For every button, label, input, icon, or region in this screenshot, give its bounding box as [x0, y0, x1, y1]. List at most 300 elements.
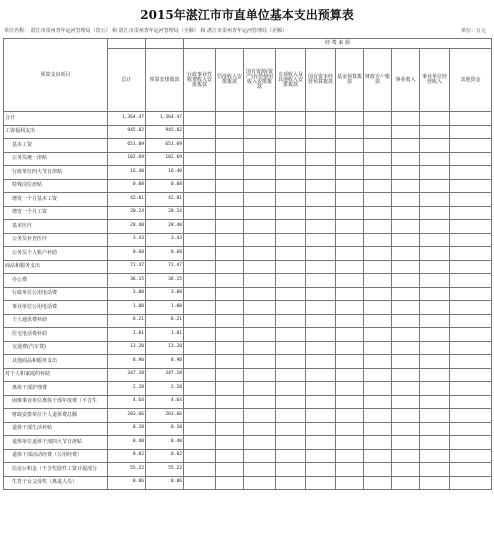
empty-cell	[336, 422, 364, 436]
empty-cell	[392, 260, 420, 274]
empty-cell	[450, 247, 492, 261]
total-cell: 0.02	[108, 449, 146, 463]
table-row	[4, 314, 492, 328]
empty-cell	[276, 382, 306, 396]
row-label: 公务员个人账户补助	[4, 247, 108, 261]
empty-cell	[336, 314, 364, 328]
empty-cell	[306, 193, 336, 207]
empty-cell	[306, 139, 336, 153]
empty-cell	[306, 206, 336, 220]
row-label: 特殊岗位津贴	[4, 179, 108, 193]
header-funding-source-group: 经 费 来 源	[184, 39, 492, 49]
empty-cell	[244, 463, 276, 477]
empty-cell	[364, 152, 392, 166]
total-cell: 71.47	[108, 260, 146, 274]
table-row	[4, 409, 492, 423]
empty-cell	[392, 274, 420, 288]
empty-cell	[184, 314, 216, 328]
empty-cell	[392, 328, 420, 342]
empty-cell	[336, 247, 364, 261]
empty-cell	[306, 409, 336, 423]
empty-cell	[364, 301, 392, 315]
empty-cell	[364, 139, 392, 153]
table-row	[4, 382, 492, 396]
empty-cell	[276, 436, 306, 450]
empty-cell	[364, 395, 392, 409]
empty-cell	[306, 179, 336, 193]
empty-cell	[184, 125, 216, 139]
empty-cell	[420, 314, 450, 328]
row-label: 财政安排单位个人退休费总额	[4, 409, 108, 423]
empty-cell	[336, 476, 364, 490]
empty-cell	[336, 436, 364, 450]
empty-cell	[276, 341, 306, 355]
empty-cell	[306, 166, 336, 180]
budget-allocation-cell: 203.66	[146, 409, 184, 423]
empty-cell	[216, 260, 244, 274]
header-column: 罚没收入安排拨款	[216, 49, 244, 112]
empty-cell	[276, 139, 306, 153]
header-column: 事业收入	[392, 49, 420, 112]
empty-cell	[364, 193, 392, 207]
empty-cell	[420, 476, 450, 490]
empty-cell	[244, 179, 276, 193]
empty-cell	[392, 139, 420, 153]
empty-cell	[216, 476, 244, 490]
total-cell: 2.28	[108, 382, 146, 396]
empty-cell	[184, 206, 216, 220]
empty-cell	[244, 449, 276, 463]
empty-cell	[244, 355, 276, 369]
empty-cell	[184, 152, 216, 166]
empty-cell	[216, 436, 244, 450]
empty-cell	[306, 260, 336, 274]
empty-cell	[276, 260, 306, 274]
total-cell: 0.10	[108, 422, 146, 436]
empty-cell	[420, 395, 450, 409]
empty-cell	[276, 247, 306, 261]
empty-cell	[216, 355, 244, 369]
empty-cell	[420, 193, 450, 207]
empty-cell	[276, 422, 306, 436]
empty-cell	[216, 233, 244, 247]
row-label: 工资福利支出	[4, 125, 108, 139]
empty-cell	[450, 328, 492, 342]
total-cell: 16.40	[108, 166, 146, 180]
empty-cell	[306, 274, 336, 288]
empty-cell	[336, 368, 364, 382]
total-cell: 0.08	[108, 179, 146, 193]
empty-cell	[244, 409, 276, 423]
empty-cell	[336, 166, 364, 180]
total-cell: 42.81	[108, 193, 146, 207]
empty-cell	[244, 341, 276, 355]
empty-cell	[306, 422, 336, 436]
empty-cell	[216, 166, 244, 180]
empty-cell	[420, 179, 450, 193]
budget-allocation-cell: 55.22	[146, 463, 184, 477]
empty-cell	[306, 476, 336, 490]
empty-cell	[244, 166, 276, 180]
empty-cell	[216, 422, 244, 436]
header-spacer	[108, 39, 146, 49]
table-row	[4, 341, 492, 355]
empty-cell	[276, 328, 306, 342]
empty-cell	[184, 193, 216, 207]
header-column: 预算安排拨款	[146, 49, 184, 112]
empty-cell	[336, 355, 364, 369]
empty-cell	[276, 112, 306, 126]
empty-cell	[364, 409, 392, 423]
empty-cell	[184, 301, 216, 315]
empty-cell	[184, 139, 216, 153]
empty-cell	[216, 449, 244, 463]
total-cell: 182.69	[108, 152, 146, 166]
total-cell: 3.43	[108, 233, 146, 247]
empty-cell	[420, 152, 450, 166]
empty-cell	[306, 233, 336, 247]
total-cell: 3.00	[108, 287, 146, 301]
budget-table	[3, 38, 492, 490]
empty-cell	[420, 449, 450, 463]
empty-cell	[364, 463, 392, 477]
empty-cell	[244, 287, 276, 301]
table-row	[4, 476, 492, 490]
empty-cell	[336, 193, 364, 207]
empty-cell	[364, 260, 392, 274]
budget-allocation-cell: 16.40	[146, 166, 184, 180]
empty-cell	[216, 247, 244, 261]
empty-cell	[276, 152, 306, 166]
empty-cell	[276, 463, 306, 477]
empty-cell	[450, 395, 492, 409]
budget-allocation-cell: 3.43	[146, 233, 184, 247]
empty-cell	[336, 341, 364, 355]
empty-cell	[306, 301, 336, 315]
empty-cell	[364, 314, 392, 328]
table-row	[4, 355, 492, 369]
empty-cell	[216, 328, 244, 342]
empty-cell	[276, 314, 306, 328]
empty-cell	[244, 368, 276, 382]
empty-cell	[392, 179, 420, 193]
empty-cell	[450, 166, 492, 180]
empty-cell	[184, 395, 216, 409]
empty-cell	[450, 287, 492, 301]
table-row	[4, 274, 492, 288]
row-label: 行政单位公用电话费	[4, 287, 108, 301]
empty-cell	[420, 260, 450, 274]
empty-cell	[336, 449, 364, 463]
empty-cell	[306, 463, 336, 477]
budget-allocation-cell: 28.40	[146, 220, 184, 234]
empty-cell	[216, 301, 244, 315]
empty-cell	[364, 125, 392, 139]
table-row	[4, 260, 492, 274]
empty-cell	[450, 476, 492, 490]
total-cell: 0.86	[108, 476, 146, 490]
row-label: 公务员补充医疗	[4, 233, 108, 247]
empty-cell	[276, 287, 306, 301]
empty-cell	[216, 139, 244, 153]
table-body	[4, 112, 492, 490]
empty-cell	[336, 287, 364, 301]
empty-cell	[420, 355, 450, 369]
budget-allocation-cell: 13.20	[146, 341, 184, 355]
empty-cell	[244, 274, 276, 288]
row-label: 合计	[4, 112, 108, 126]
empty-cell	[450, 206, 492, 220]
total-cell: 651.09	[108, 139, 146, 153]
empty-cell	[420, 139, 450, 153]
empty-cell	[420, 368, 450, 382]
empty-cell	[336, 409, 364, 423]
empty-cell	[336, 112, 364, 126]
empty-cell	[184, 287, 216, 301]
budget-allocation-cell: 20.24	[146, 206, 184, 220]
total-cell: 36.15	[108, 274, 146, 288]
row-label: 住宅电话费补助	[4, 328, 108, 342]
header-column: 事业单位经营收入	[420, 49, 450, 112]
empty-cell	[306, 395, 336, 409]
empty-cell	[216, 112, 244, 126]
header-column: 行政事业性收费收入安排拨款	[184, 49, 216, 112]
budget-allocation-cell: 945.82	[146, 125, 184, 139]
empty-cell	[450, 301, 492, 315]
header-column: 专项收入及其他收入安排拨款	[276, 49, 306, 112]
table-row	[4, 206, 492, 220]
row-label: 行政单位四大节日津贴	[4, 166, 108, 180]
empty-cell	[216, 193, 244, 207]
empty-cell	[364, 368, 392, 382]
empty-cell	[216, 152, 244, 166]
table-row	[4, 463, 492, 477]
empty-cell	[450, 112, 492, 126]
empty-cell	[450, 193, 492, 207]
empty-cell	[216, 274, 244, 288]
empty-cell	[364, 341, 392, 355]
empty-cell	[364, 422, 392, 436]
empty-cell	[184, 179, 216, 193]
empty-cell	[216, 463, 244, 477]
empty-cell	[276, 449, 306, 463]
empty-cell	[306, 341, 336, 355]
budget-allocation-cell: 0.40	[146, 436, 184, 450]
empty-cell	[244, 436, 276, 450]
empty-cell	[364, 449, 392, 463]
header-column: 国有资源(资产)有偿使用收入安排拨款	[244, 49, 276, 112]
empty-cell	[276, 368, 306, 382]
empty-cell	[450, 409, 492, 423]
empty-cell	[450, 139, 492, 153]
empty-cell	[306, 152, 336, 166]
empty-cell	[216, 341, 244, 355]
empty-cell	[336, 125, 364, 139]
empty-cell	[184, 382, 216, 396]
empty-cell	[364, 233, 392, 247]
unit-name-text: 单位名称： 湛江市雷州青年运河管理局（饮公） 和 湛江市雷州青年运河管理局（全额） 和 湛江市雷州青年运河管理局（差额）	[4, 28, 287, 34]
empty-cell	[336, 179, 364, 193]
row-label: 个人通讯费补助	[4, 314, 108, 328]
empty-cell	[306, 112, 336, 126]
empty-cell	[336, 152, 364, 166]
row-label: 办公费	[4, 274, 108, 288]
empty-cell	[184, 355, 216, 369]
total-cell: 28.40	[108, 220, 146, 234]
empty-cell	[216, 382, 244, 396]
header-column: 基金预算拨款	[336, 49, 364, 112]
empty-cell	[420, 328, 450, 342]
empty-cell	[420, 341, 450, 355]
empty-cell	[336, 328, 364, 342]
empty-cell	[216, 179, 244, 193]
total-cell: 203.66	[108, 409, 146, 423]
empty-cell	[276, 166, 306, 180]
row-label: 增发一个月工资	[4, 206, 108, 220]
empty-cell	[450, 125, 492, 139]
empty-cell	[392, 436, 420, 450]
budget-allocation-cell: 1.00	[146, 301, 184, 315]
empty-cell	[306, 220, 336, 234]
row-label: 交通费(汽车费)	[4, 341, 108, 355]
empty-cell	[244, 382, 276, 396]
empty-cell	[450, 422, 492, 436]
empty-cell	[392, 125, 420, 139]
empty-cell	[364, 436, 392, 450]
empty-cell	[276, 476, 306, 490]
empty-cell	[392, 247, 420, 261]
empty-cell	[364, 206, 392, 220]
empty-cell	[392, 476, 420, 490]
empty-cell	[184, 436, 216, 450]
empty-cell	[244, 314, 276, 328]
empty-cell	[420, 422, 450, 436]
row-label: 其他商品和服务支出	[4, 355, 108, 369]
empty-cell	[450, 233, 492, 247]
table-row	[4, 220, 492, 234]
empty-cell	[184, 463, 216, 477]
empty-cell	[276, 395, 306, 409]
header-item-column: 预算支出项目	[4, 39, 108, 112]
total-cell: 55.22	[108, 463, 146, 477]
budget-allocation-cell: 182.69	[146, 152, 184, 166]
table-row	[4, 449, 492, 463]
row-label: 退休单位退休干部四大节日津贴	[4, 436, 108, 450]
row-label: 公务员统一津贴	[4, 152, 108, 166]
empty-cell	[184, 368, 216, 382]
row-label: 退休干部生活补贴	[4, 422, 108, 436]
empty-cell	[184, 260, 216, 274]
empty-cell	[336, 395, 364, 409]
empty-cell	[364, 382, 392, 396]
empty-cell	[392, 152, 420, 166]
budget-allocation-cell: 71.47	[146, 260, 184, 274]
table-row	[4, 422, 492, 436]
empty-cell	[244, 152, 276, 166]
table-row	[4, 179, 492, 193]
empty-cell	[420, 125, 450, 139]
empty-cell	[450, 274, 492, 288]
empty-cell	[336, 139, 364, 153]
empty-cell	[184, 220, 216, 234]
table-row	[4, 152, 492, 166]
row-label: 退休干部活动经费（公用经费）	[4, 449, 108, 463]
budget-allocation-cell: 0.02	[146, 449, 184, 463]
currency-unit-text: 单位：万元	[460, 28, 486, 34]
empty-cell	[244, 328, 276, 342]
table-header	[4, 39, 492, 112]
row-label: 对个人和家庭的补助	[4, 368, 108, 382]
empty-cell	[392, 395, 420, 409]
empty-cell	[420, 301, 450, 315]
row-label: 生育子女父母奖（离退人员）	[4, 476, 108, 490]
header-column: 财政专户拨款	[364, 49, 392, 112]
empty-cell	[306, 436, 336, 450]
empty-cell	[392, 233, 420, 247]
empty-cell	[216, 206, 244, 220]
empty-cell	[392, 341, 420, 355]
budget-allocation-cell: 347.18	[146, 368, 184, 382]
total-cell: 20.24	[108, 206, 146, 220]
total-cell: 945.82	[108, 125, 146, 139]
empty-cell	[244, 112, 276, 126]
budget-allocation-cell: 1.01	[146, 328, 184, 342]
empty-cell	[216, 287, 244, 301]
table-row	[4, 328, 492, 342]
empty-cell	[450, 449, 492, 463]
total-cell: 4.64	[108, 395, 146, 409]
row-label: 困难事业单位离休干部年度费（不含生	[4, 395, 108, 409]
empty-cell	[276, 206, 306, 220]
page-title: 2015年湛江市市直单位基本支出预算表	[140, 8, 354, 22]
empty-cell	[336, 233, 364, 247]
empty-cell	[364, 112, 392, 126]
row-label: 基本工资	[4, 139, 108, 153]
budget-allocation-cell: 3.00	[146, 287, 184, 301]
table-row	[4, 287, 492, 301]
empty-cell	[420, 274, 450, 288]
empty-cell	[184, 409, 216, 423]
empty-cell	[184, 341, 216, 355]
empty-cell	[392, 422, 420, 436]
empty-cell	[450, 314, 492, 328]
empty-cell	[364, 179, 392, 193]
empty-cell	[276, 274, 306, 288]
empty-cell	[306, 314, 336, 328]
empty-cell	[184, 476, 216, 490]
empty-cell	[244, 139, 276, 153]
empty-cell	[420, 463, 450, 477]
empty-cell	[276, 179, 306, 193]
empty-cell	[244, 193, 276, 207]
empty-cell	[306, 247, 336, 261]
empty-cell	[336, 206, 364, 220]
empty-cell	[244, 233, 276, 247]
empty-cell	[276, 409, 306, 423]
row-label: 离休干部护理费	[4, 382, 108, 396]
budget-allocation-cell: 8.21	[146, 314, 184, 328]
empty-cell	[216, 409, 244, 423]
empty-cell	[216, 220, 244, 234]
empty-cell	[392, 220, 420, 234]
empty-cell	[276, 355, 306, 369]
empty-cell	[244, 206, 276, 220]
budget-allocation-cell: 0.86	[146, 476, 184, 490]
empty-cell	[392, 206, 420, 220]
empty-cell	[450, 220, 492, 234]
empty-cell	[392, 166, 420, 180]
budget-allocation-cell: 1,364.47	[146, 112, 184, 126]
